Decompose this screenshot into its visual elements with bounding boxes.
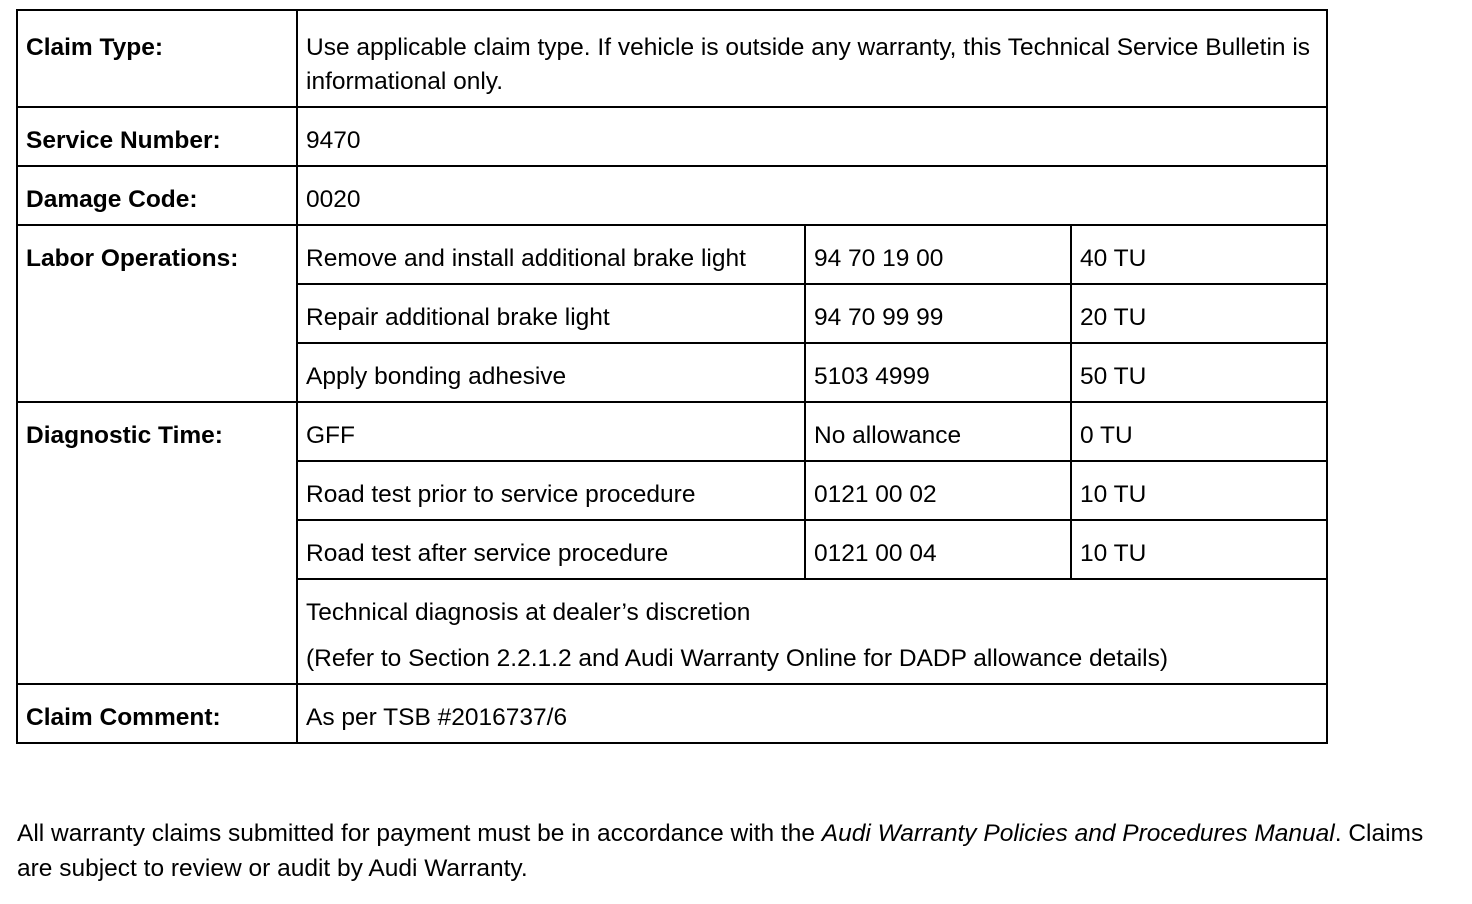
diagnostic-code: 0121 00 04 <box>805 520 1071 579</box>
labor-operation-time: 50 TU <box>1071 343 1327 402</box>
labor-operation-code: 5103 4999 <box>805 343 1071 402</box>
service-number-row <box>17 107 1327 166</box>
labor-operation-time: 20 TU <box>1071 284 1327 343</box>
diagnostic-time: 0 TU <box>1071 402 1327 461</box>
damage-code-label: Damage Code: <box>17 166 297 225</box>
damage-code-value: 0020 <box>297 166 1327 225</box>
footer-manual-title: Audi Warranty Policies and Procedures Manual <box>821 820 1335 847</box>
diagnostic-note-line: Technical diagnosis at dealer’s discretion <box>306 599 751 626</box>
diagnostic-time: 10 TU <box>1071 520 1327 579</box>
service-number-value: 9470 <box>297 107 1327 166</box>
diagnostic-row <box>17 402 1327 461</box>
claim-comment-value: As per TSB #2016737/6 <box>297 684 1327 743</box>
labor-operation-code: 94 70 99 99 <box>805 284 1071 343</box>
diagnostic-time: 10 TU <box>1071 461 1327 520</box>
labor-operation-code: 94 70 19 00 <box>805 225 1071 284</box>
claim-type-row <box>17 10 1327 107</box>
labor-operation-description: Repair additional brake light <box>297 284 805 343</box>
warranty-footer-note <box>17 816 1437 886</box>
claim-comment-label: Claim Comment: <box>17 684 297 743</box>
diagnostic-description: Road test after service procedure <box>297 520 805 579</box>
footer-text-before: All warranty claims submitted for payment must be in accordance with the <box>17 820 822 847</box>
diagnostic-code: 0121 00 02 <box>805 461 1071 520</box>
labor-operation-time: 40 TU <box>1071 225 1327 284</box>
labor-operation-description: Apply bonding adhesive <box>297 343 805 402</box>
service-number-label: Service Number: <box>17 107 297 166</box>
labor-operation-description: Remove and install additional brake light <box>297 225 805 284</box>
labor-operation-row <box>17 225 1327 284</box>
diagnostic-code: No allowance <box>805 402 1071 461</box>
labor-operations-label: Labor Operations: <box>17 225 297 402</box>
diagnostic-description: Road test prior to service procedure <box>297 461 805 520</box>
damage-code-row <box>17 166 1327 225</box>
claim-comment-row <box>17 684 1327 743</box>
diagnostic-description: GFF <box>297 402 805 461</box>
claim-type-value: Use applicable claim type. If vehicle is outside any warranty, this Technical Service Bulletin is informational only. <box>297 10 1327 107</box>
diagnostic-time-label: Diagnostic Time: <box>17 402 297 684</box>
diagnostic-note-reference: (Refer to Section 2.2.1.2 and Audi Warranty Online for DADP allowance details) <box>306 645 1169 672</box>
footer-text-after: . Claims are subject to review or audit by Audi Warranty. <box>17 820 1424 882</box>
claim-type-label: Claim Type: <box>17 10 297 107</box>
warranty-claim-table <box>16 9 1328 744</box>
diagnostic-note <box>297 579 1327 684</box>
